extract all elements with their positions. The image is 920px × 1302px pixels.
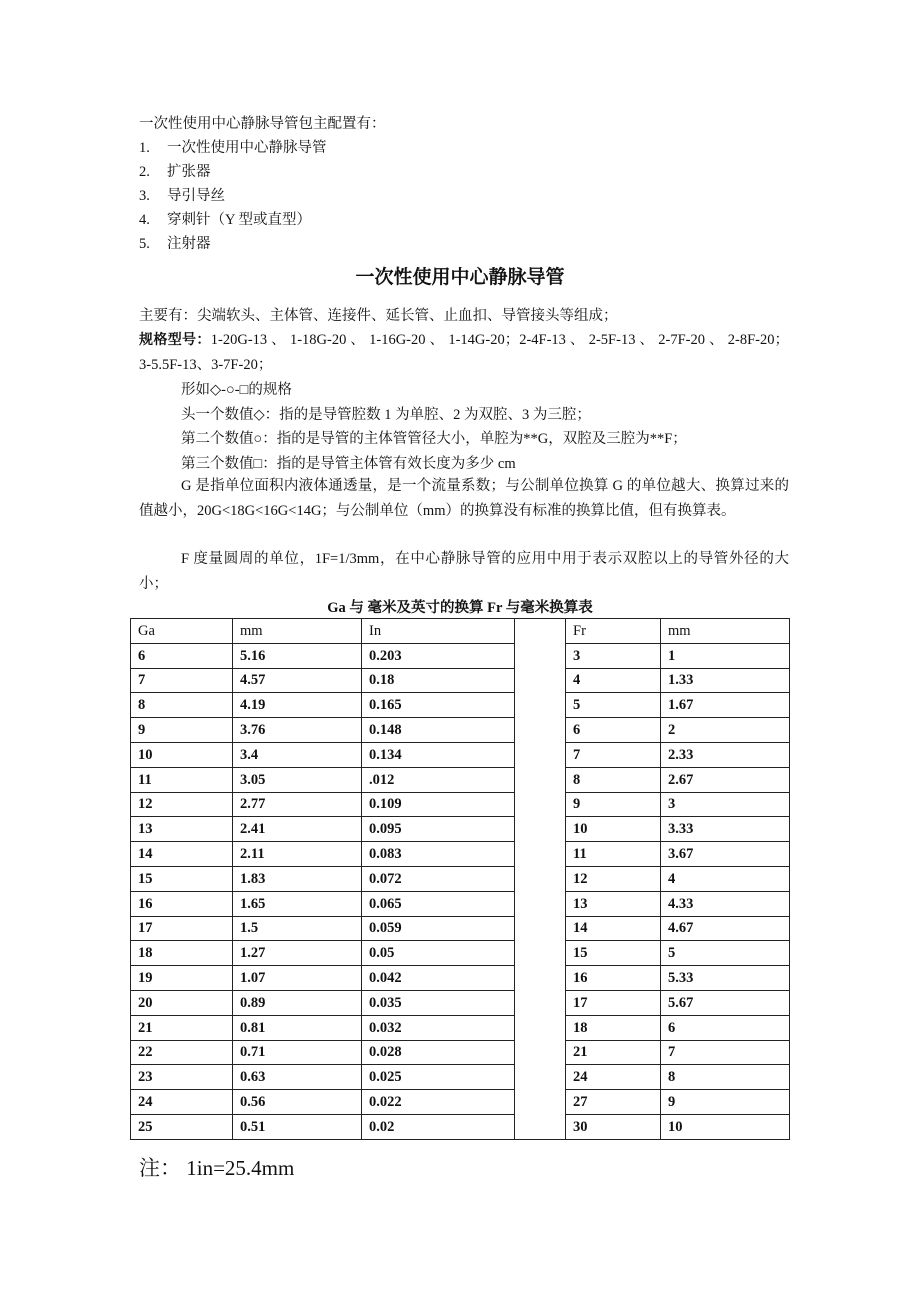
- table-cell: 5: [661, 941, 790, 966]
- table-cell: 19: [131, 966, 233, 991]
- intro-list-item: [139, 184, 225, 208]
- intro-list-item: [139, 232, 211, 256]
- table-cell: 0.032: [362, 1015, 515, 1040]
- table-cell: 6: [661, 1015, 790, 1040]
- table-cell: 3.67: [661, 842, 790, 867]
- table-cell: 10: [661, 1114, 790, 1139]
- table-cell: 0.035: [362, 990, 515, 1015]
- table-cell: 0.56: [233, 1090, 362, 1115]
- table-cell: 9: [661, 1090, 790, 1115]
- table-header-row: [131, 619, 790, 644]
- table-row: [131, 1015, 790, 1040]
- table-cell: 1.07: [233, 966, 362, 991]
- g-paragraph-text: G 是指单位面积内液体通透量，是一个流量系数；与公制单位换算 G 的单位越大、换算过来的值越小，20G<18G<16G<14G；与公制单位（mm）的换算没有标准的换算比值，但有换算表。: [139, 478, 789, 519]
- table-row: [131, 941, 790, 966]
- table-cell: 0.042: [362, 966, 515, 991]
- table-row: [131, 891, 790, 916]
- table-cell: 5: [566, 693, 661, 718]
- table-cell: 6: [131, 643, 233, 668]
- table-spacer: [515, 619, 566, 1140]
- table-cell: 4.57: [233, 668, 362, 693]
- table-cell: 0.083: [362, 842, 515, 867]
- table-cell: 11: [566, 842, 661, 867]
- column-header: Ga: [131, 619, 233, 644]
- table-cell: 6: [566, 718, 661, 743]
- table-cell: 0.072: [362, 866, 515, 891]
- f-paragraph: [139, 547, 789, 596]
- table-cell: 2.77: [233, 792, 362, 817]
- intro-list-item: [139, 136, 327, 160]
- table-cell: 5.33: [661, 966, 790, 991]
- table-cell: 0.51: [233, 1114, 362, 1139]
- table-cell: 8: [131, 693, 233, 718]
- table-cell: 0.63: [233, 1065, 362, 1090]
- table-row: [131, 1065, 790, 1090]
- intro-list-item: [139, 208, 311, 232]
- table-cell: 9: [566, 792, 661, 817]
- composition-text: 主要有：尖端软头、主体管、连接件、延长管、止血扣、导管接头等组成；: [139, 308, 618, 324]
- table-cell: 17: [131, 916, 233, 941]
- table-cell: 3.76: [233, 718, 362, 743]
- table-cell: 15: [566, 941, 661, 966]
- table-cell: 16: [566, 966, 661, 991]
- table-cell: 0.022: [362, 1090, 515, 1115]
- table-row: [131, 643, 790, 668]
- table-cell: 8: [661, 1065, 790, 1090]
- table-cell: 3: [566, 643, 661, 668]
- table-cell: 0.18: [362, 668, 515, 693]
- table-cell: 4.19: [233, 693, 362, 718]
- table-row: [131, 742, 790, 767]
- table-cell: 0.203: [362, 643, 515, 668]
- table-cell: 3: [661, 792, 790, 817]
- spec-label: 规格型号：: [139, 332, 211, 348]
- table-cell: 5.67: [661, 990, 790, 1015]
- table-cell: 14: [131, 842, 233, 867]
- table-cell: 0.095: [362, 817, 515, 842]
- table-cell: 2.41: [233, 817, 362, 842]
- column-header: mm: [233, 619, 362, 644]
- table-cell: 10: [566, 817, 661, 842]
- table-cell: 7: [566, 742, 661, 767]
- table-cell: 2.11: [233, 842, 362, 867]
- table-cell: 3.4: [233, 742, 362, 767]
- table-cell: 7: [131, 668, 233, 693]
- spec-text: 1-20G-13 、 1-18G-20 、 1-16G-20 、 1-14G-20；2-4F-13 、 2-5F-13 、 2-7F-20 、 2-8F-20；3-5.5F-13、3-7F-20；: [139, 332, 789, 373]
- table-cell: 20: [131, 990, 233, 1015]
- table-cell: 8: [566, 767, 661, 792]
- table-cell: 12: [131, 792, 233, 817]
- list-text: 一次性使用中心静脉导管: [167, 140, 327, 156]
- table-cell: 1.27: [233, 941, 362, 966]
- format-line: 形如◇-○-□的规格: [181, 382, 292, 398]
- conversion-table: [130, 618, 790, 1140]
- table-cell: 4.33: [661, 891, 790, 916]
- table-cell: .012: [362, 767, 515, 792]
- list-number: 2.: [139, 164, 150, 180]
- table-cell: 13: [131, 817, 233, 842]
- table-cell: 0.148: [362, 718, 515, 743]
- table-cell: 3.05: [233, 767, 362, 792]
- list-text: 穿刺针（Y 型或直型）: [167, 212, 312, 228]
- table-cell: 3.33: [661, 817, 790, 842]
- table-cell: 0.109: [362, 792, 515, 817]
- table-cell: 1.83: [233, 866, 362, 891]
- table-cell: 14: [566, 916, 661, 941]
- intro-heading: 一次性使用中心静脉导管包主配置有：: [139, 116, 386, 132]
- table-cell: 0.05: [362, 941, 515, 966]
- table-cell: 1.5: [233, 916, 362, 941]
- table-cell: 13: [566, 891, 661, 916]
- table-cell: 24: [131, 1090, 233, 1115]
- table-cell: 0.81: [233, 1015, 362, 1040]
- table-row: [131, 693, 790, 718]
- table-cell: 18: [131, 941, 233, 966]
- table-cell: 1: [661, 643, 790, 668]
- table-cell: 4.67: [661, 916, 790, 941]
- table-cell: 21: [131, 1015, 233, 1040]
- table-cell: 24: [566, 1065, 661, 1090]
- column-header: In: [362, 619, 515, 644]
- table-caption: Ga 与 毫米及英寸的换算 Fr 与毫米换算表: [327, 600, 593, 616]
- table-row: [131, 817, 790, 842]
- table-cell: 22: [131, 1040, 233, 1065]
- format-line: 第二个数值○：指的是导管的主体管管径大小，单腔为**G，双腔及三腔为**F；: [181, 431, 687, 447]
- table-row: [131, 1090, 790, 1115]
- table-cell: 7: [661, 1040, 790, 1065]
- table-cell: 0.065: [362, 891, 515, 916]
- table-cell: 4: [661, 866, 790, 891]
- table-cell: 0.025: [362, 1065, 515, 1090]
- table-cell: 0.02: [362, 1114, 515, 1139]
- table-cell: 1.33: [661, 668, 790, 693]
- table-row: [131, 792, 790, 817]
- table-row: [131, 767, 790, 792]
- table-cell: 0.028: [362, 1040, 515, 1065]
- list-text: 注射器: [167, 236, 211, 252]
- section-title: 一次性使用中心静脉导管: [355, 266, 565, 288]
- list-number: 4.: [139, 212, 150, 228]
- list-text: 扩张器: [167, 164, 211, 180]
- table-row: [131, 718, 790, 743]
- format-line: 头一个数值◇：指的是导管腔数 1 为单腔、2 为双腔、3 为三腔；: [181, 406, 591, 423]
- table-cell: 0.059: [362, 916, 515, 941]
- intro-list-item: [139, 160, 211, 184]
- table-cell: 15: [131, 866, 233, 891]
- table-row: [131, 866, 790, 891]
- table-cell: 1.65: [233, 891, 362, 916]
- table-cell: 0.165: [362, 693, 515, 718]
- table-cell: 0.134: [362, 742, 515, 767]
- table-cell: 0.71: [233, 1040, 362, 1065]
- table-cell: 1.67: [661, 693, 790, 718]
- f-paragraph-text: F 度量圆周的单位，1F=1/3mm，在中心静脉导管的应用中用于表示双腔以上的导管外径的大小；: [139, 551, 789, 592]
- table-cell: 17: [566, 990, 661, 1015]
- column-header: Fr: [566, 619, 661, 644]
- list-number: 3.: [139, 188, 150, 204]
- column-header: mm: [661, 619, 790, 644]
- table-cell: 9: [131, 718, 233, 743]
- table-row: [131, 916, 790, 941]
- table-cell: 2: [661, 718, 790, 743]
- table-cell: 27: [566, 1090, 661, 1115]
- footnote: 注： 1in=25.4mm: [139, 1156, 295, 1180]
- spec-paragraph: [139, 328, 789, 377]
- table-row: [131, 668, 790, 693]
- table-cell: 30: [566, 1114, 661, 1139]
- table-cell: 23: [131, 1065, 233, 1090]
- table-cell: 4: [566, 668, 661, 693]
- table-cell: 21: [566, 1040, 661, 1065]
- table-cell: 10: [131, 742, 233, 767]
- list-number: 1.: [139, 140, 150, 156]
- list-number: 5.: [139, 236, 150, 252]
- g-paragraph: [139, 474, 789, 523]
- table-cell: 11: [131, 767, 233, 792]
- table-cell: 0.89: [233, 990, 362, 1015]
- table-cell: 25: [131, 1114, 233, 1139]
- table-cell: 2.67: [661, 767, 790, 792]
- table-row: [131, 1040, 790, 1065]
- table-cell: 12: [566, 866, 661, 891]
- table-cell: 5.16: [233, 643, 362, 668]
- table-cell: 2.33: [661, 742, 790, 767]
- table-cell: 18: [566, 1015, 661, 1040]
- format-line: 第三个数值□：指的是导管主体管有效长度为多少 cm: [181, 455, 516, 472]
- list-text: 导引导丝: [167, 188, 225, 204]
- table-row: [131, 990, 790, 1015]
- table-cell: 16: [131, 891, 233, 916]
- table-row: [131, 966, 790, 991]
- table-row: [131, 1114, 790, 1139]
- table-row: [131, 842, 790, 867]
